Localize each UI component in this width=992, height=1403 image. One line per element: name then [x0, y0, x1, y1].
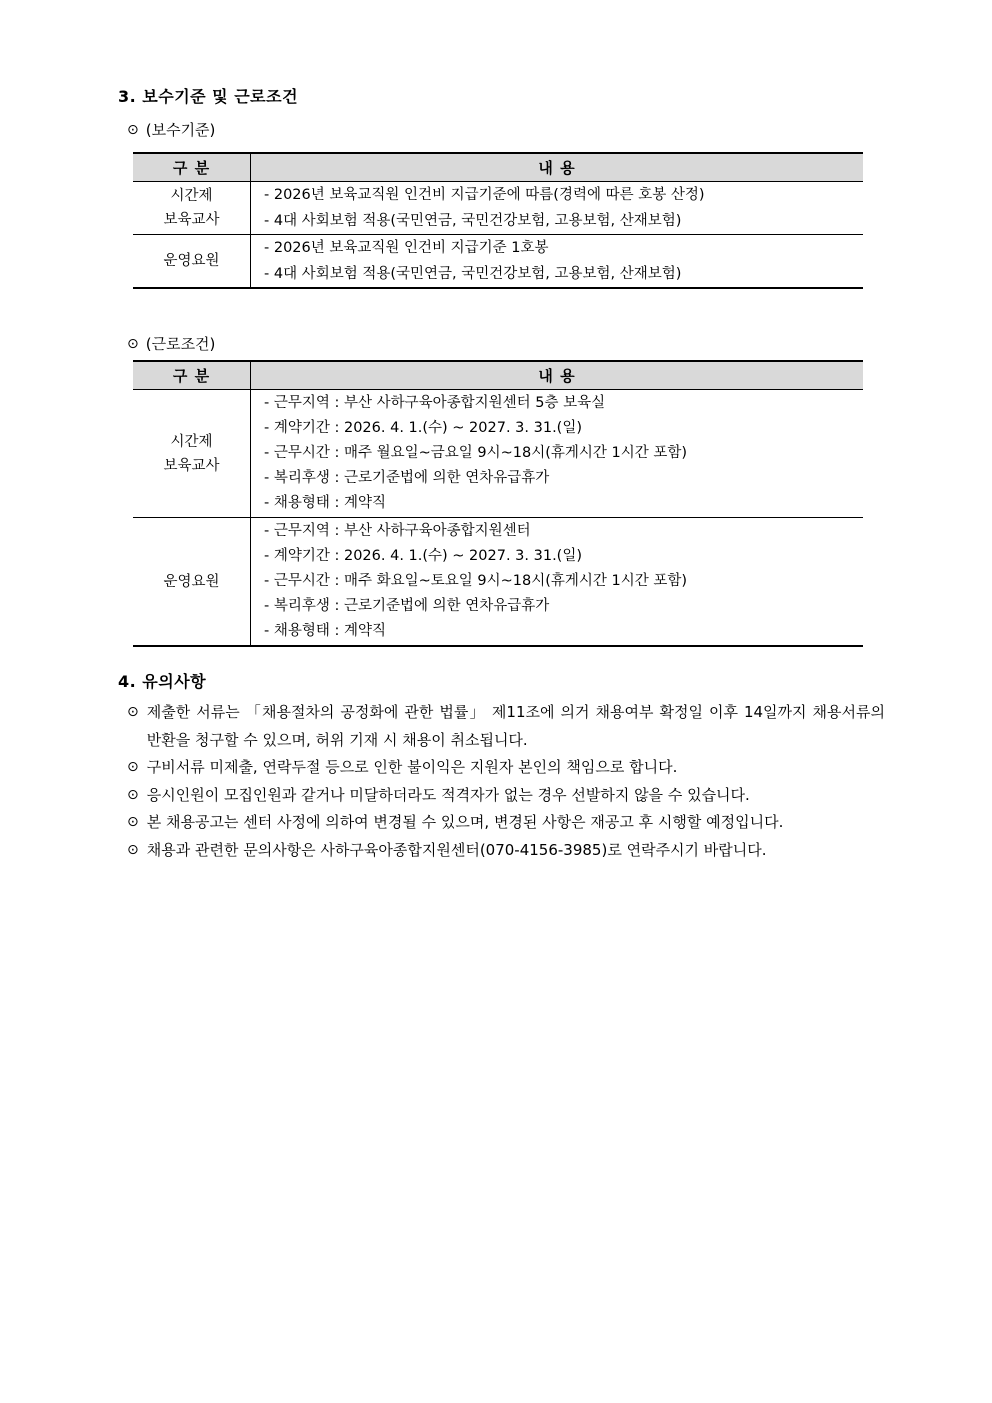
pay-table-header-row [133, 153, 863, 182]
category-cell [133, 182, 251, 235]
table-row [133, 235, 863, 289]
detail-line: - 복리후생 : 근로기준법에 의한 연차유급휴가 [264, 598, 550, 614]
circled-dot-icon: ⊙ [127, 841, 139, 858]
table-row [133, 390, 863, 518]
content-cell [251, 235, 864, 289]
pay-header-category: 구 분 [133, 153, 251, 182]
note-text: 제출한 서류는 「채용절차의 공정화에 관한 법률」 제11조에 의거 채용여부 확정일 이후 14일까지 채용서류의 반환을 청구할 수 있으며, 허위 기재 시 채용이 취소됩니다. [146, 703, 885, 749]
detail-line: - 4대 사회보험 적용(국민연금, 국민건강보험, 고용보험, 산재보험) [264, 213, 682, 229]
work-header-content: 내 용 [251, 361, 864, 390]
work-table-header-row [133, 361, 863, 390]
detail-line: - 채용형태 : 계약직 [264, 623, 386, 639]
pay-table [133, 152, 863, 289]
detail-line: - 복리후생 : 근로기준법에 의한 연차유급휴가 [264, 470, 550, 486]
table-row [133, 182, 863, 235]
circled-dot-icon: ⊙ [127, 704, 139, 720]
work-conditions-table [133, 360, 863, 647]
category-cell [133, 390, 251, 518]
circled-dot-icon: ⊙ [127, 122, 139, 138]
category-line: 운영요원 [163, 253, 220, 269]
category-line: 시간제 [170, 188, 213, 204]
detail-line: - 2026년 보육교직원 인건비 지급기준 1호봉 [264, 240, 549, 256]
category-line: 보육교사 [163, 212, 220, 228]
note-item [127, 754, 885, 782]
section-4-heading: 4. 유의사항 [118, 672, 207, 691]
circled-dot-icon: ⊙ [127, 759, 139, 775]
circled-dot-icon: ⊙ [127, 786, 139, 803]
work-header-category: 구 분 [133, 361, 251, 390]
section-3-heading: 3. 보수기준 및 근로조건 [118, 87, 299, 106]
note-text: 본 채용공고는 센터 사정에 의하여 변경될 수 있으며, 변경된 사항은 재공고 후 시행할 예정입니다. [146, 813, 784, 831]
table-row [133, 518, 863, 647]
content-cell [251, 390, 864, 518]
circled-dot-icon: ⊙ [127, 814, 139, 830]
note-text: 구비서류 미제출, 연락두절 등으로 인한 불이익은 지원자 본인의 책임으로 합니다. [146, 758, 678, 776]
category-cell [133, 235, 251, 289]
detail-line: - 계약기간 : 2026. 4. 1.(수) ~ 2027. 3. 31.(일) [264, 548, 583, 564]
category-line: 보육교사 [163, 457, 220, 474]
detail-line: - 근무시간 : 매주 월요일~금요일 9시~18시(휴게시간 1시간 포함) [264, 445, 688, 461]
work-conditions-label [127, 335, 992, 353]
note-text: 채용과 관련한 문의사항은 사하구육아종합지원센터(070-4156-3985)로 연락주시기 바랍니다. [146, 840, 767, 859]
detail-line: - 4대 사회보험 적용(국민연금, 국민건강보험, 고용보험, 산재보험) [264, 266, 682, 282]
detail-line: - 채용형태 : 계약직 [264, 495, 386, 511]
detail-line: - 근무지역 : 부산 사하구육아종합지원센터 [264, 523, 531, 539]
note-item [127, 782, 885, 810]
work-conditions-label-text: (근로조건) [145, 335, 216, 353]
detail-line: - 근무시간 : 매주 화요일~토요일 9시~18시(휴게시간 1시간 포함) [264, 573, 688, 589]
detail-line: - 근무지역 : 부산 사하구육아종합지원센터 5층 보육실 [264, 395, 606, 411]
category-line: 시간제 [170, 433, 213, 450]
circled-dot-icon: ⊙ [127, 336, 139, 352]
pay-header-content: 내 용 [251, 153, 864, 182]
content-cell [251, 182, 864, 235]
note-text: 응시인원이 모집인원과 같거나 미달하더라도 적격자가 없는 경우 선발하지 않을 수 있습니다. [146, 785, 750, 804]
detail-line: - 2026년 보육교직원 인건비 지급기준에 따름(경력에 따른 호봉 산정) [264, 187, 705, 203]
note-item [127, 809, 885, 837]
category-line: 운영요원 [163, 573, 220, 590]
content-cell [251, 518, 864, 647]
category-cell [133, 518, 251, 647]
note-item [127, 837, 885, 865]
pay-standard-label [127, 121, 992, 139]
note-item [127, 699, 885, 754]
detail-line: - 계약기간 : 2026. 4. 1.(수) ~ 2027. 3. 31.(일) [264, 420, 583, 436]
notes-list [127, 699, 885, 864]
pay-standard-label-text: (보수기준) [145, 121, 216, 139]
